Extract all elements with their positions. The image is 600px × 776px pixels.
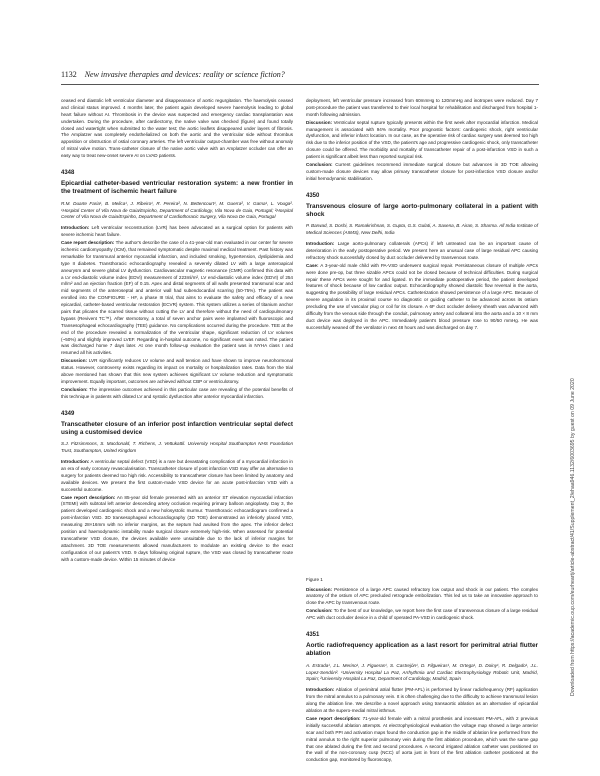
section-label: Case report description: [61, 494, 116, 500]
section-label: Discussion: [306, 119, 333, 125]
conclusion-paragraph [61, 387, 293, 401]
abstract-number: 4349 [61, 410, 75, 417]
section-text: Left ventricular reconstruction (LVR) has been advocated as a surgical option for patients with severe ischemic heart failure. [61, 225, 293, 238]
abstract-authors: A. Estrada¹, J.L. Merino¹, J. Figueras¹, S. Castrejón¹, D. Filgueiras¹, M. Ortega¹, D. Doiny¹, R. Delgado¹, J.L. Lopez-Sendón². ¹University Hospital La Paz, Arrhythmia and Cardiac Electrophysiology Robotic Unit, Madrid, Spain; ²University Hospital La Paz, Department of Cardiology, Madrid, Spain [306, 662, 538, 682]
abstract-number: 4351 [306, 632, 320, 639]
abstract-4351 [306, 631, 538, 764]
section-label: Introduction: [306, 241, 335, 247]
section-text: 71-year-old female with a mitral prosthesis and incessant PM-AFL, with 2 previous initially successful ablation attempts. At electrophysiological evaluation the voltage map showed a large anterior scar and both PPI and activation maps found the conduction gap in the middle of ablation line performed from the mitral annulus to the right superior pulmonary vein during the first ablation procedure, which was the same gap that one ablated during the first and second procedures. A second irrigated ablation catheter was positioned on the wall of the non-coronary cusp (NCC) of aorta just in front of the first ablation catheter positioned at the conduction gap, monitored by fluoroscopy, [306, 715, 538, 763]
section-label: Introduction: [306, 687, 335, 693]
section-text: Large aorto-pulmonary collaterals (APCs) if left untreated can be an important cause of deterioration in the early postoperative period. We present here an unusual case of large residual APC causing refractory shock successfully closed by duct occluder delivered by transvenous route. [306, 241, 539, 260]
continuation-text: deployment, left ventricular pressure increased from 60mmHg to 120mmHg and inotropes were reduced. Day 7 post-procedure the patient was transferred to their local hospital for rehabilitation and discharged from hospital 1-month following admission. [306, 98, 538, 117]
introduction-paragraph [306, 687, 538, 715]
discussion-paragraph [306, 120, 538, 161]
section-label: Conclusion: [306, 162, 333, 168]
abstract-title: Epicardial catheter-based ventricular restoration system: a new frontier in the treatment of ischemic heart failure [61, 180, 293, 196]
page-number: 1132 [61, 70, 77, 79]
section-label: Conclusion: [306, 608, 333, 614]
continuation-text: ceased end diastolic left ventricular diameter and disappearance of aortic regurgitation. The haemolysis ceased and clinical status improved. 4 months later, the patient again developed severe haemolysis leading to global heart failure without AI. Thrombosis in the device was suspected and emergency cardiac transplantation was undertaken. During the procedure, after cardiectomy, the native valve was checked (figure) and found totally closed and watertight when submitted to the water test; the aortic leaflets disappeared under layers of fibrosis. The Amplatzer was completely endothelialized on both the aortic and the ventricular side without thrombus apposition or obstruction of ostial coronary arteries. The left ventricular output-chamber was free without anomaly of mitral valve motion. Trans-catheter closure of the native aortic valve with an Amplatzer occluder can offer an easy way to treat new-onset severe AI on LVAD patients. [61, 98, 293, 159]
section-label: Conclusion: [61, 386, 88, 392]
introduction-paragraph [61, 225, 293, 239]
section-text: Ablation of perimitral atrial flutter (PM-AFL) is performed by linear radiofrequency (RF) application from the mitral annulus to a pulmonary vein. It is often challenging due to the difficulty to achieve transmural lesion along the ablation line. We describe a novel approach using transaortic ablation as an alternative of epicardial ablation at the supero-medial mitral isthmus. [306, 687, 538, 714]
abstract-4350 [306, 192, 538, 622]
discussion-paragraph [306, 587, 538, 608]
figure-1-image [310, 337, 532, 573]
abstract-authors: P. Barwad, S. Doshi, S. Ramakrishnan, S. Gupta, G.S. Gulati, A. Saxena, B. Airan, S. Sharma. All India Institute of Medical Sciences (AIIMS), New Delhi, India [306, 223, 538, 236]
running-title: New invasive therapies and devices: reality or science fiction? [84, 70, 285, 79]
introduction-paragraph [61, 459, 293, 493]
case-paragraph [306, 263, 538, 332]
abstract-title: Aortic radiofrequency application as a last resort for perimitral atrial flutter ablation [306, 642, 538, 658]
abstract-authors: S.J. Fitzsimmons, S. Macdonald, T. Richens, J. Vettukattil. University Hospital Southampton NHS Foundation Trust, Southampton, United Kingdom [61, 441, 293, 454]
section-label: Case report description: [306, 715, 361, 721]
section-text: To the best of our knowledge, we report here the first case of transvenous closure of a large residual APC with duct occluder device in a child of operated PA-VSD in cardiogenic shock. [306, 608, 538, 621]
section-label: Introduction: [61, 225, 90, 231]
section-text: The impressive outcomes achieved in this particular case are revealing of the potential benefits of this technique in patients with dilated LV and systolic dysfunction after anterior myocardial infarction. [61, 386, 293, 399]
section-label: Case report description: [61, 240, 115, 246]
left-column [61, 98, 293, 564]
section-text: The author's describe the case of a 41-year-old man evaluated in our center for severe ischemic cardiomyopathy (ICM), that remained symptomatic despite maximal medical treatment. Past history was remarkable for transmural anterior myocardial infarction, and included smoking, hypertension, dyslipidemia and type II diabetes. Transthoracic echocardiography revealed a severely dilated LV with a large anteroapical aneurysm and severe global LV dysfunction. Cardiovascular magnetic resonance (CMR) confirmed this data with a LV end-diastolic volume index (EDVi) measurement of 223ml/m², LV end-diastolic volume index (EDVI) of 254 ml/m² and an ejection fraction (EF) of 0.15. Apex and distal segments of all walls presented transmural scar and mid segments of the anteroseptal and anterior wall had subendocardial scarring (50-75%). The patient was enrolled into the CONFIGURE - HF, a phase III trial, that aims to evaluate the safety and efficacy of a new epicardial, catheter-based ventricular restoration (ECVR) system. This system utilizes a series of titanium anchor pairs that plicates the scarred tissue without cutting the LV and therefore without the need of cardiopulmonary bypass (Revivent TC™). After sternotomy, a total of seven anchor pairs were implanted with fluoroscopic and Transesophageal echocardiography (TEE) guidance. No complications occurred during the procedure. TEE at the end of the procedure revealed a normalization of the ventricular shape, significant reduction of LV volumes (~50%) and slightly improved LVEF. Regarding in-hospital outcome, no significant event was noted. The patient was discharged home 7 days later. At one month follow-up evaluation the patient was in NYHA class I and resumed all his activities. [61, 240, 293, 356]
right-column [306, 98, 538, 765]
abstract-4349 [61, 410, 293, 564]
section-label: Introduction: [61, 459, 90, 465]
abstract-title: Transvenous closure of large aorto-pulmonary collateral in a patient with shock [306, 202, 538, 219]
section-text: LVR significantly reduces LV volume and wall tension and have shown to improve neurohormonal status. However, controversy exists regarding its impact on mortality or hospitalization rates. Data from the trial above mentioned has shown that this new system achieves significant LV volume reduction and symptomatic improvement. Equally important, outcomes are achieved without CBP or ventriculotomy. [61, 358, 293, 384]
case-paragraph [306, 716, 538, 764]
abstract-authors: R.M. Duarte Faria¹, B. Melica¹, J. Ribeiro¹, R. Pereira², N. Bettencourt¹, M. Guerra², V. Gama¹, L. Vouga². ¹Hospital Center of Vila Nova de Gaia/Espinho, Department of Cardiology, Vila Nova de Gaia, Portugal; ²Hospital Center of Vila Nova de Gaia/Espinho, Department of Cardiothoracic Surgery, Vila Nova De Gaia, Portugal [61, 200, 293, 220]
download-watermark-text: Downloaded from https://academic.oup.com/eurheartj/article-abstract/41/Supplement_2/ehaa946.1132/6003695 by guest on 09 June 2020 [570, 378, 576, 696]
case-paragraph [61, 495, 293, 564]
section-label: Discussion: [61, 358, 88, 364]
section-label: Discussion: [306, 586, 333, 592]
abstract-number: 4348 [61, 170, 75, 177]
figure-caption: Figure 1 [306, 576, 323, 582]
download-watermark [570, 96, 578, 696]
discussion-paragraph [61, 358, 293, 386]
section-text: Ventricular septal rupture typically presents within the first week after myocardial infarction. Medical management is associated with 94% mortality. Poor prognostic factors: cardiogenic shock, right ventricular dysfunction, and inferior infarct location. In our case, as the operative risk of cardiac surgery was deemed too high risk due to the inferior position of the VSD, the patient's age and progressive cardiogenic shock, only transcatheter closure could be offered. The morbidity and mortality of transcatheter repair of a post-infarction VSD in such a patient is significant albeit less than reported surgical risk. [306, 119, 538, 160]
section-text: A ventricular septal defect (VSD) is a rare but devastating complication of a myocardial infarction in an era of early coronary revascularisation. Transcatheter closure of post infarction VSD may offer an alternative to surgery for patients deemed too high risk. Accessibility to transcatheter closure has been limited by anatomy and available devices. We present the first custom-made VSD device for an acute post-infarction VSD with a successful outcome. [61, 459, 293, 492]
abstract-4348 [61, 169, 293, 401]
conclusion-paragraph [306, 162, 538, 183]
section-label: Case: [306, 262, 319, 268]
case-paragraph [61, 240, 293, 357]
abstract-number: 4350 [306, 192, 320, 199]
section-text: Current guidelines recommend immediate surgical closure but advances in 3D TOE allowing custom-made closure devices may allow primary transcatheter closure for post-infarction VSD closure and/or initial hemodynamic stabilisation. [306, 162, 538, 181]
section-text: Persistence of a large APC caused refractory low output and shock in our patient. The complex anatomy of the ostium of APC precluded retrograde embolization. This led us to take an innovative approach to close the APC by transvenous route. [306, 586, 539, 606]
section-text: A 3-year-old male child with PA-VSD underwent surgical repair. Persistaneous closure of multiple APCs were done pre-op, but three sizable APCs could not be closed because of technical difficulties. During surgical repair these APCs were sought for and ligated. In the immediate postoperative period, the patient developed features of shock because of low cardiac output. Echocardiography showed diastolic flow reversal in the aorta, suggesting the possibility of large residual APCs. Catheterization showed persistence of a large APC. Because of severe angulation in its proximal course no diagnostic or guiding catheter to be advanced across its ostium precluding the use of vascular plug or coil for its closure. A 6F duct occluder delivery sheath was advanced with difficulty from the venous side through the conduit, pulmonary artery and collateral into the aorta and a 10 × 8 mm duct device was deployed in the APC. Immediately patient's blood pressure rose to 90/50 mmHg. He was successfully weaned off the ventilator in next 48 hours and was discharged on day 7. [306, 262, 538, 330]
abstract-title: Transcatheter closure of an inferior post infarction ventricular septal defect using a customised device [61, 420, 293, 436]
running-header [61, 70, 539, 85]
conclusion-paragraph [306, 608, 538, 622]
introduction-paragraph [306, 241, 538, 262]
section-text: An 85-year old female presented with an anterior ST elevation myocardial infarction (STEMI) with subtotal left anterior descending artery occlusion requiring primary balloon angioplasty. Day 3, the patient developed cardiogenic shock and a new holosystolic murmur. Transthoracic echocardiogram confirmed a post-infarction VSD. 3D transesophageal echocardiography (3D TOE) demonstrated an inferiorly placed VSD, measuring 28×16mm with no inferior margins, as the septum had avulsed from the apex. The inferior defect position and haemodynamic instability made surgical closure extremely high-risk. When assessed for potential transcatheter VSD closure, the devices available were unsuitable due to the lack of inferior margins for attachment. 3D TOE measurements allowed manufacturers to modulate an existing device to the exact configuration of our patient's VSD. 9 days following original rupture, the VSD was closed by transcatheter route with a custom-made device. Within 15 minutes of device [61, 494, 293, 562]
